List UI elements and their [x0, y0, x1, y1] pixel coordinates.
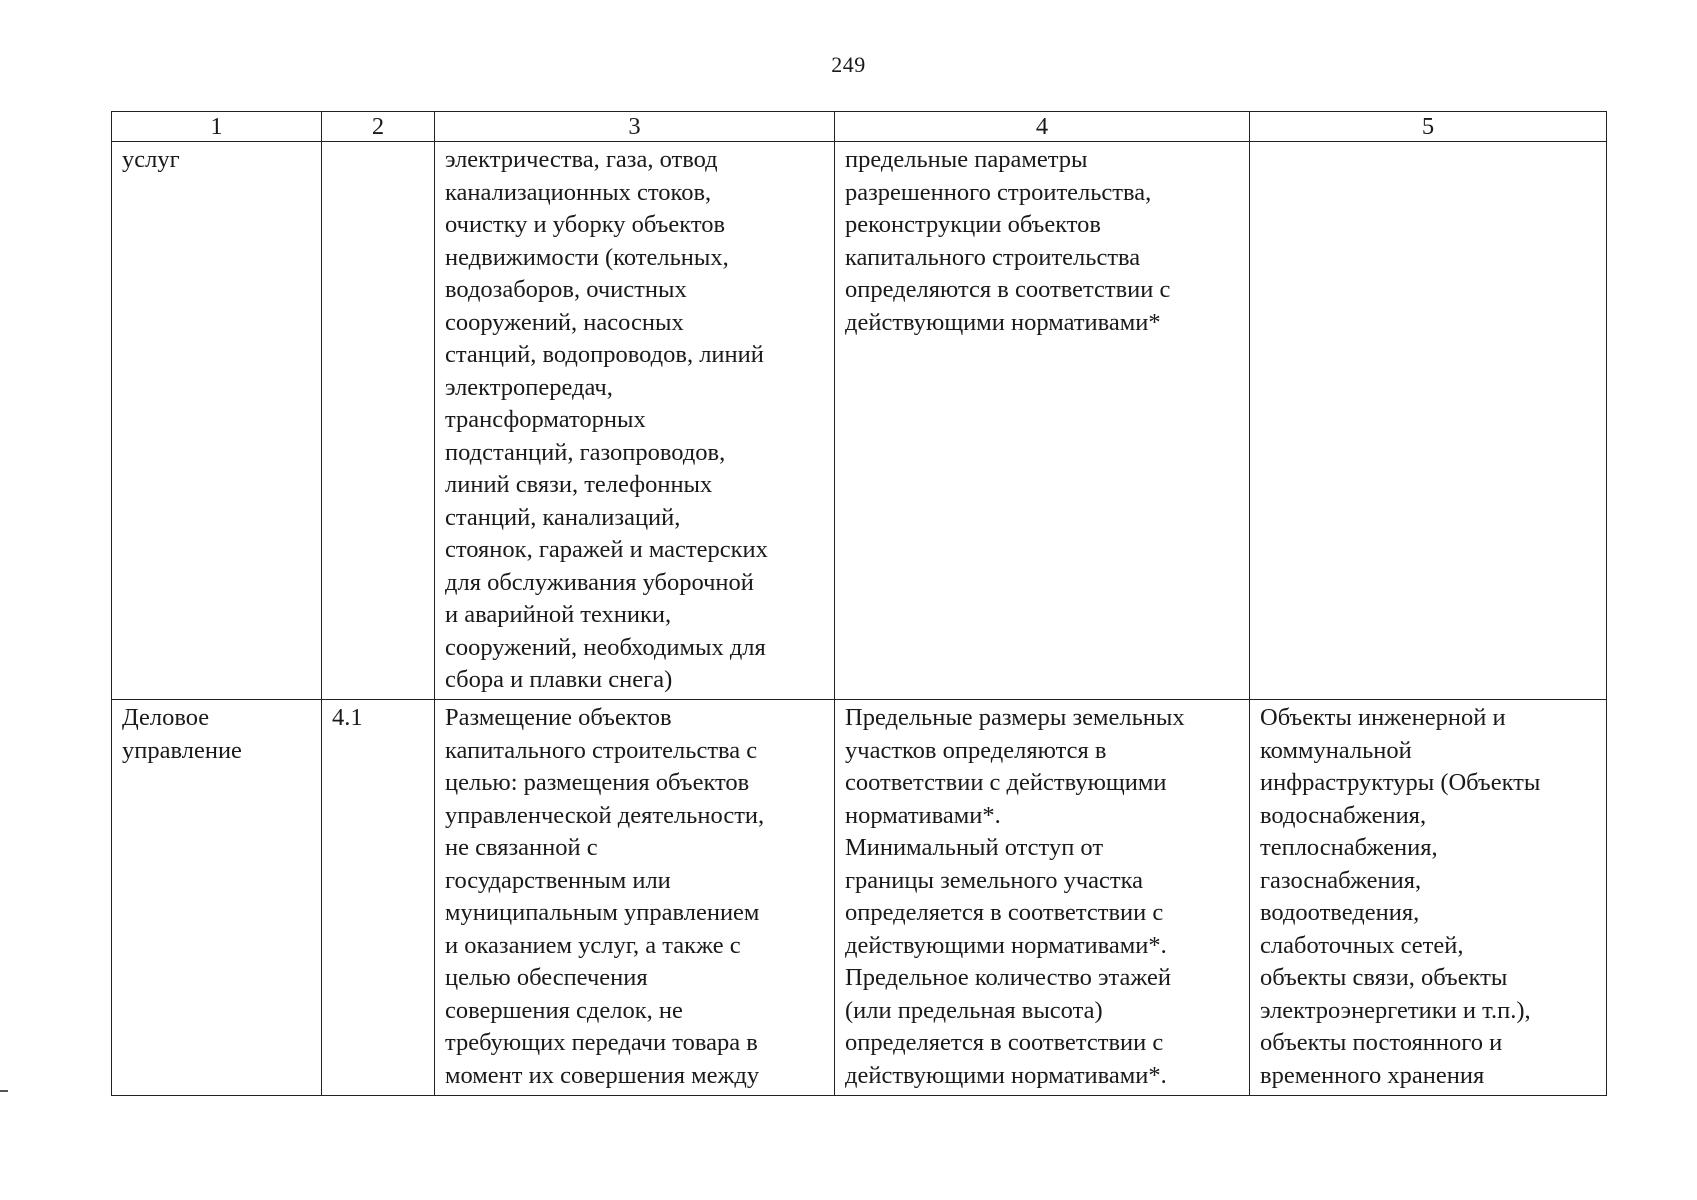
cell-text-line: Деловое — [122, 704, 210, 731]
cell-text-line: Предельные размеры земельных — [845, 704, 1185, 731]
cell-text-line: услуг — [122, 146, 180, 173]
cell-text-line: предельные параметры — [845, 146, 1088, 173]
cell-text-line: реконструкции объектов — [845, 211, 1101, 238]
cell-text-line: коммунальной — [1260, 736, 1412, 764]
cell-text-line: не связанной с — [445, 834, 598, 861]
cell-text-line: газоснабжения, — [1260, 866, 1422, 894]
cell-text-line: и аварийной техники, — [445, 601, 672, 628]
cell-text-line: подстанций, газопроводов, — [445, 438, 726, 466]
header-col-1: 1 — [112, 112, 322, 142]
cell-text-line: объекты связи, объекты — [1260, 964, 1508, 991]
table-row — [112, 142, 1607, 700]
cell-text-line: нормативами*. — [845, 801, 1001, 829]
cell-text-line: объекты постоянного и — [1260, 1029, 1503, 1056]
cell-text-line: сбора и плавки снега) — [445, 666, 673, 693]
regulations-table — [111, 111, 1607, 1096]
cell-text-line: Минимальный отступ от — [845, 834, 1104, 861]
cell-use-type — [112, 142, 322, 700]
cell-text-line: теплоснабжения, — [1260, 834, 1438, 861]
cell-text-line: действующими нормативами*. — [845, 1061, 1167, 1089]
cell-text-line: стоянок, гаражей и мастерских — [445, 536, 768, 563]
cell-text-line: границы земельного участка — [845, 866, 1144, 894]
cell-text-line: 4.1 — [332, 704, 363, 731]
cell-auxiliary-uses — [1250, 142, 1607, 700]
cell-text-line: (или предельная высота) — [845, 996, 1103, 1024]
cell-text-line: капитального строительства с — [445, 736, 758, 764]
cell-text-line: электричества, газа, отвод — [445, 146, 718, 173]
cell-text-line: станций, канализаций, — [445, 503, 681, 531]
table-header-row — [112, 112, 1607, 142]
cell-text-line: водоснабжения, — [1260, 801, 1427, 829]
cell-parameters — [835, 700, 1250, 1096]
cell-text-line: очистку и уборку объектов — [445, 211, 726, 238]
cell-text-line: участков определяются в — [845, 736, 1107, 764]
cell-text-line: капитального строительства — [845, 243, 1141, 271]
cell-text-line: линий связи, телефонных — [445, 471, 713, 498]
cell-text-line: Предельное количество этажей — [845, 964, 1171, 991]
header-col-2: 2 — [322, 112, 435, 142]
cell-code — [322, 142, 435, 700]
cell-text-line: станций, водопроводов, линий — [445, 341, 764, 368]
cell-text-line: слаботочных сетей, — [1260, 931, 1464, 959]
cell-text-line: действующими нормативами*. — [845, 931, 1167, 959]
cell-use-type — [112, 700, 322, 1096]
cell-text-line: соответствии с действующими — [845, 769, 1167, 796]
cell-text-line: целью обеспечения — [445, 964, 648, 991]
cell-description — [435, 700, 835, 1096]
cell-text-line: электропередач, — [445, 373, 613, 401]
cell-code — [322, 700, 435, 1096]
cell-text-line: электроэнергетики и т.п.), — [1260, 996, 1531, 1024]
cell-text-line: сооружений, необходимых для — [445, 633, 766, 661]
cell-text-line: управленческой деятельности, — [445, 801, 765, 829]
cell-text-line: канализационных стоков, — [445, 178, 712, 206]
scan-edge-mark — [0, 1090, 8, 1092]
header-col-3: 3 — [435, 112, 835, 142]
cell-text-line: недвижимости (котельных, — [445, 243, 729, 271]
cell-text-line: действующими нормативами* — [845, 308, 1161, 336]
cell-text-line: Размещение объектов — [445, 704, 672, 731]
cell-text-line: водозаборов, очистных — [445, 276, 687, 303]
page-number: 249 — [831, 52, 866, 77]
header-col-4: 4 — [835, 112, 1250, 142]
cell-text-line: водоотведения, — [1260, 899, 1420, 926]
table-row — [112, 700, 1607, 1096]
cell-text-line: совершения сделок, не — [445, 996, 683, 1024]
cell-parameters — [835, 142, 1250, 700]
cell-text-line: момент их совершения между — [445, 1061, 760, 1089]
cell-text-line: государственным или — [445, 866, 671, 894]
cell-text-line: определяются в соответствии с — [845, 276, 1171, 303]
cell-text-line: определяется в соответствии с — [845, 1029, 1164, 1056]
cell-description — [435, 142, 835, 700]
cell-auxiliary-uses — [1250, 700, 1607, 1096]
cell-text-line: определяется в соответствии с — [845, 899, 1164, 926]
cell-text-line: трансформаторных — [445, 406, 646, 433]
cell-text-line: для обслуживания уборочной — [445, 568, 754, 596]
cell-text-line: временного хранения — [1260, 1061, 1485, 1089]
cell-text-line: и оказанием услуг, а также с — [445, 931, 741, 959]
cell-text-line: разрешенного строительства, — [845, 178, 1152, 206]
cell-text-line: Объекты инженерной и — [1260, 704, 1506, 731]
cell-text-line: инфраструктуры (Объекты — [1260, 769, 1541, 796]
cell-text-line: управление — [122, 736, 242, 764]
cell-text-line: муниципальным управлением — [445, 899, 760, 926]
cell-text-line: целью: размещения объектов — [445, 769, 750, 796]
header-col-5: 5 — [1250, 112, 1607, 142]
cell-text-line: требующих передачи товара в — [445, 1029, 758, 1056]
cell-text-line: сооружений, насосных — [445, 308, 684, 336]
